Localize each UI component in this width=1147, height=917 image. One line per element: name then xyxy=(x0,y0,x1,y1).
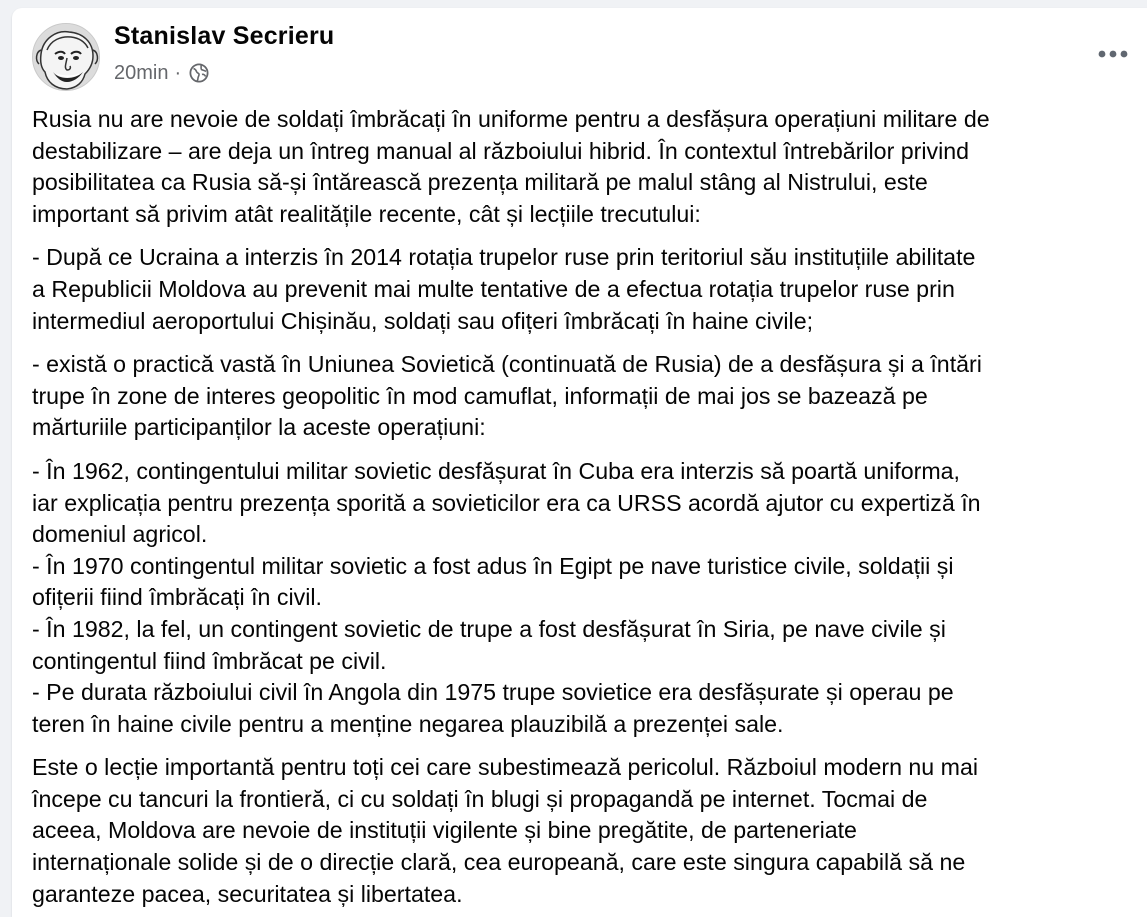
text-line: a Republicii Moldova au prevenit mai multe tentative de a efectua rotația trupelor ruse prin xyxy=(32,275,955,302)
text-line: Este o lecție importantă pentru toți cei care subestimează pericolul. Războiul modern nu mai xyxy=(32,754,979,781)
more-options-button[interactable] xyxy=(1095,40,1131,68)
text-line: - există o practică vastă în Uniunea Sovietică (continuată de Rusia) de a desfășura și a întări xyxy=(32,351,982,378)
author-name[interactable]: Stanislav Secrieru xyxy=(114,22,335,50)
text-line: destabilizare – are deja un întreg manual al războiului hibrid. În contextul întrebărilor privind xyxy=(32,137,970,164)
text-line: începe cu tancuri la frontieră, ci cu soldați în blugi și propagandă pe internet. Tocmai de xyxy=(32,785,928,812)
paragraph-examples xyxy=(32,456,1142,740)
text-line: Rusia nu are nevoie de soldați îmbrăcați în uniforme pentru a desfășura operațiuni militare de xyxy=(32,106,990,132)
text-line: ofițerii fiind îmbrăcați în civil. xyxy=(32,584,322,611)
avatar[interactable] xyxy=(32,23,100,91)
post-header xyxy=(12,8,1147,96)
paragraph-intro xyxy=(32,104,1142,230)
text-line: contingentul fiind îmbrăcat pe civil. xyxy=(32,647,387,674)
post-meta xyxy=(114,60,209,86)
globe-icon[interactable] xyxy=(189,63,209,83)
meta-separator: · xyxy=(174,61,182,84)
paragraph-ukraine xyxy=(32,242,1142,337)
more-horizontal-icon xyxy=(1098,50,1128,58)
text-line: - În 1982, la fel, un contingent sovietic de trupe a fost desfășurat în Siria, pe nave civile și xyxy=(32,615,946,642)
post-body xyxy=(32,104,1142,917)
text-line: - Pe durata războiului civil în Angola din 1975 trupe sovietice era desfășurate și operau pe xyxy=(32,679,954,706)
text-line: iar explicația pentru prezența sporită a sovieticilor era ca URSS acordă ajutor cu expertiză în xyxy=(32,489,981,516)
text-line: aceea, Moldova are nevoie de instituții vigilente și bine pregătite, de parteneriate xyxy=(32,817,857,844)
text-line: domeniul agricol. xyxy=(32,521,208,548)
text-line: mărturiile participanților la aceste operațiuni: xyxy=(32,414,486,441)
text-line: teren în haine civile pentru a menține negarea plauzibilă a prezenței sale. xyxy=(32,710,784,737)
post-card xyxy=(12,8,1147,917)
post-timestamp[interactable]: 20min xyxy=(114,61,169,84)
text-line: internaționale solide și de o direcție clară, cea europeană, care este singura capabilă să ne xyxy=(32,849,966,876)
text-line: trupe în zone de interes geopolitic în mod camuflat, informații de mai jos se bazează pe xyxy=(32,382,928,409)
text-line: - După ce Ucraina a interzis în 2014 rotația trupelor ruse prin teritoriul său instituțiile abilitate xyxy=(32,244,976,271)
paragraph-conclusion xyxy=(32,752,1142,910)
text-line: - În 1970 contingentul militar sovietic a fost adus în Egipt pe nave turistice civile, soldații și xyxy=(32,552,954,579)
avatar-caricature-image xyxy=(33,24,100,91)
text-line: posibilitatea ca Rusia să-și întărească prezența militară pe malul stâng al Nistrului, este xyxy=(32,169,928,196)
text-line: intermediul aeroportului Chișinău, soldați sau ofițeri îmbrăcați în haine civile; xyxy=(32,307,814,334)
text-line: garanteze pacea, securitatea și libertatea. xyxy=(32,880,463,907)
text-line: important să privim atât realitățile recente, cât și lecțiile trecutului: xyxy=(32,200,701,227)
text-line: - În 1962, contingentului militar sovietic desfășurat în Cuba era interzis să poartă uniforma, xyxy=(32,457,960,484)
paragraph-soviet-practice xyxy=(32,349,1142,444)
